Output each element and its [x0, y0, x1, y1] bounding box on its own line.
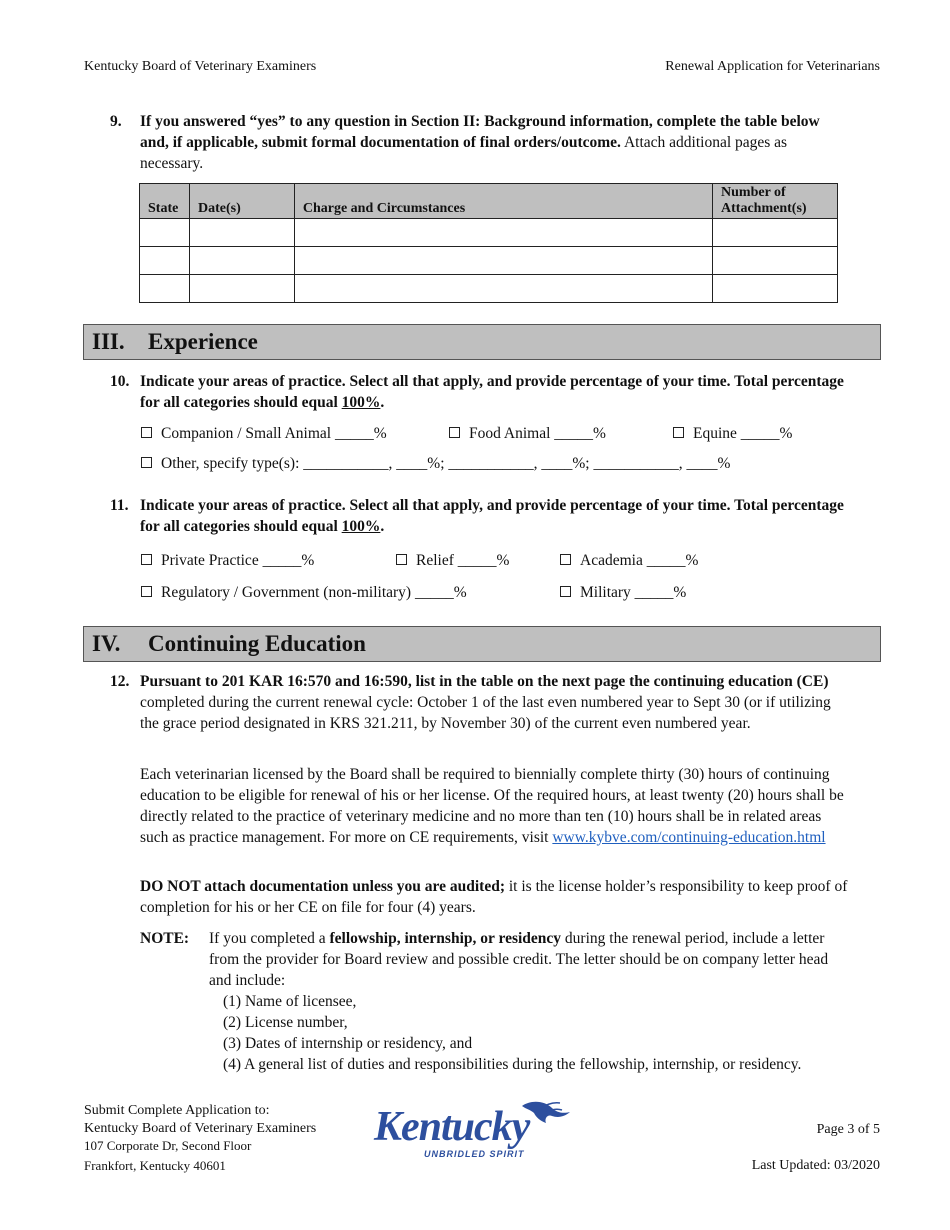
question-number: 11. [110, 497, 129, 514]
list-item: (4) A general list of duties and responsibilities during the fellowship, internship, or residency. [223, 1056, 802, 1073]
section-heading-experience [83, 324, 881, 360]
table-cell[interactable] [189, 247, 294, 275]
ce-requirements-paragraph [140, 764, 852, 848]
section-title: Experience [148, 329, 258, 354]
section-title: Continuing Education [148, 631, 366, 656]
question-9 [110, 111, 850, 174]
column-header-state: State [140, 184, 190, 219]
question-note: Attach additional pages as necessary. [140, 134, 788, 172]
option-other[interactable] [141, 453, 730, 474]
option-label: Regulatory / Government (non-military) _____% [161, 584, 467, 601]
checkbox[interactable] [560, 586, 571, 597]
option-academia[interactable] [560, 550, 698, 571]
total-percent: 100% [341, 518, 381, 535]
paragraph-text: it is the license holder’s responsibility to keep proof of completion for his or her CE on file for four (4) years. [140, 878, 848, 916]
list-item: (3) Dates of internship or residency, and [223, 1035, 473, 1052]
question-text: If you answered “yes” to any question in Section II: Background information, complete the table below and, if applicable, submit formal documentation of final orders/outcome. [140, 113, 820, 151]
checkbox[interactable] [141, 586, 152, 597]
option-label: Food Animal _____% [469, 425, 606, 442]
note-emphasis: fellowship, internship, or residency [329, 930, 562, 947]
question-number: 9. [110, 113, 122, 130]
question-12 [110, 671, 850, 734]
option-label: Companion / Small Animal _____% [161, 425, 387, 442]
table-cell[interactable] [713, 247, 838, 275]
option-relief[interactable] [396, 550, 509, 571]
question-11 [110, 495, 850, 537]
table-cell[interactable] [294, 275, 712, 303]
table-row [140, 219, 838, 247]
checkbox[interactable] [141, 427, 152, 438]
section-heading-continuing-education [83, 626, 881, 662]
checkbox[interactable] [141, 554, 152, 565]
checkbox[interactable] [449, 427, 460, 438]
option-label: Relief _____% [416, 552, 510, 569]
table-cell[interactable] [294, 219, 712, 247]
section-roman-numeral: IV. [92, 631, 121, 656]
column-header-attachments: Number of Attachment(s) [713, 184, 838, 219]
question-number: 10. [110, 373, 130, 390]
option-label: Private Practice _____% [161, 552, 315, 569]
ce-requirements-link[interactable]: www.kybve.com/continuing-education.html [552, 829, 826, 846]
kentucky-unbridled-spirit-logo [372, 1100, 578, 1162]
footer-submit-label: Submit Complete Application to: [84, 1103, 270, 1118]
section-roman-numeral: III. [92, 329, 125, 354]
question-number: 12. [110, 673, 130, 690]
question-text: Pursuant to 201 KAR 16:570 and 16:590, list in the table on the next page the continuing education (CE) [140, 673, 829, 690]
list-item: (2) License number, [223, 1014, 348, 1031]
footer-board-name: Kentucky Board of Veterinary Examiners [84, 1121, 317, 1136]
background-table [139, 183, 838, 303]
checkbox[interactable] [396, 554, 407, 565]
note-text: during the renewal period, include a letter from the provider for Board review and possible credit. The letter should be on company letter head and include: [209, 930, 829, 989]
question-text: Indicate your areas of practice. Select all that apply, and provide percentage of your time. Total percentage for all categories should equal [140, 373, 844, 411]
footer-address-line-1: 107 Corporate Dr, Second Floor [84, 1138, 252, 1153]
table-row [140, 247, 838, 275]
audit-warning: DO NOT attach documentation unless you are audited; [140, 878, 505, 895]
header-board-name: Kentucky Board of Veterinary Examiners [84, 59, 317, 74]
option-regulatory-government[interactable] [141, 582, 467, 603]
checkbox[interactable] [141, 457, 152, 468]
header-form-title: Renewal Application for Veterinarians [665, 59, 880, 74]
checkbox[interactable] [560, 554, 571, 565]
column-header-charge: Charge and Circumstances [294, 184, 712, 219]
footer-address-line-2: Frankfort, Kentucky 40601 [84, 1158, 226, 1173]
table-cell[interactable] [140, 247, 190, 275]
paragraph-text: Each veterinarian licensed by the Board shall be required to biennially complete thirty (30) hours of continuing education to be eligible for renewal of his or her license. Of the required hours, at least twenty (20) hours shall be directly related to the practice of veterinary medicine and no more than ten (10) hours shall be in related areas such as practice management. For more on CE requirements, visit [140, 766, 844, 846]
option-label: Other, specify type(s): ___________, ____%; ___________, ____%; ___________, ____% [161, 455, 731, 472]
table-cell[interactable] [713, 275, 838, 303]
option-military[interactable] [560, 582, 686, 603]
table-cell[interactable] [189, 275, 294, 303]
option-companion-animal[interactable] [141, 423, 387, 444]
note-label: NOTE: [140, 930, 190, 947]
question-detail: completed during the current renewal cycle: October 1 of the last even numbered year to Sept 30 (or if utilizing the grace period designated in KRS 321.211, by November 30) of the current even numbered year. [140, 694, 831, 732]
checkbox[interactable] [673, 427, 684, 438]
last-updated: Last Updated: 03/2020 [751, 1158, 880, 1173]
table-cell[interactable] [189, 219, 294, 247]
page-number: Page 3 of 5 [816, 1122, 880, 1137]
question-10 [110, 371, 850, 413]
option-label: Military _____% [580, 584, 687, 601]
period: . [380, 394, 385, 411]
logo-word: Kentucky [374, 1104, 530, 1150]
option-food-animal[interactable] [449, 423, 606, 444]
table-cell[interactable] [713, 219, 838, 247]
question-text: Indicate your areas of practice. Select all that apply, and provide percentage of your time. Total percentage for all categories should equal [140, 497, 844, 535]
logo-tagline: UNBRIDLED SPIRIT [424, 1149, 525, 1159]
table-cell[interactable] [140, 275, 190, 303]
note-text: If you completed a [209, 930, 330, 947]
option-label: Equine _____% [693, 425, 793, 442]
period: . [380, 518, 385, 535]
table-cell[interactable] [294, 247, 712, 275]
total-percent: 100% [341, 394, 381, 411]
option-equine[interactable] [673, 423, 792, 444]
option-label: Academia _____% [580, 552, 699, 569]
column-header-dates: Date(s) [189, 184, 294, 219]
option-private-practice[interactable] [141, 550, 314, 571]
table-cell[interactable] [140, 219, 190, 247]
list-item: (1) Name of licensee, [223, 993, 357, 1010]
note-block [140, 928, 852, 1075]
audit-paragraph [140, 876, 852, 918]
note-list [223, 991, 852, 1075]
table-row [140, 275, 838, 303]
table-header-row [140, 184, 838, 219]
